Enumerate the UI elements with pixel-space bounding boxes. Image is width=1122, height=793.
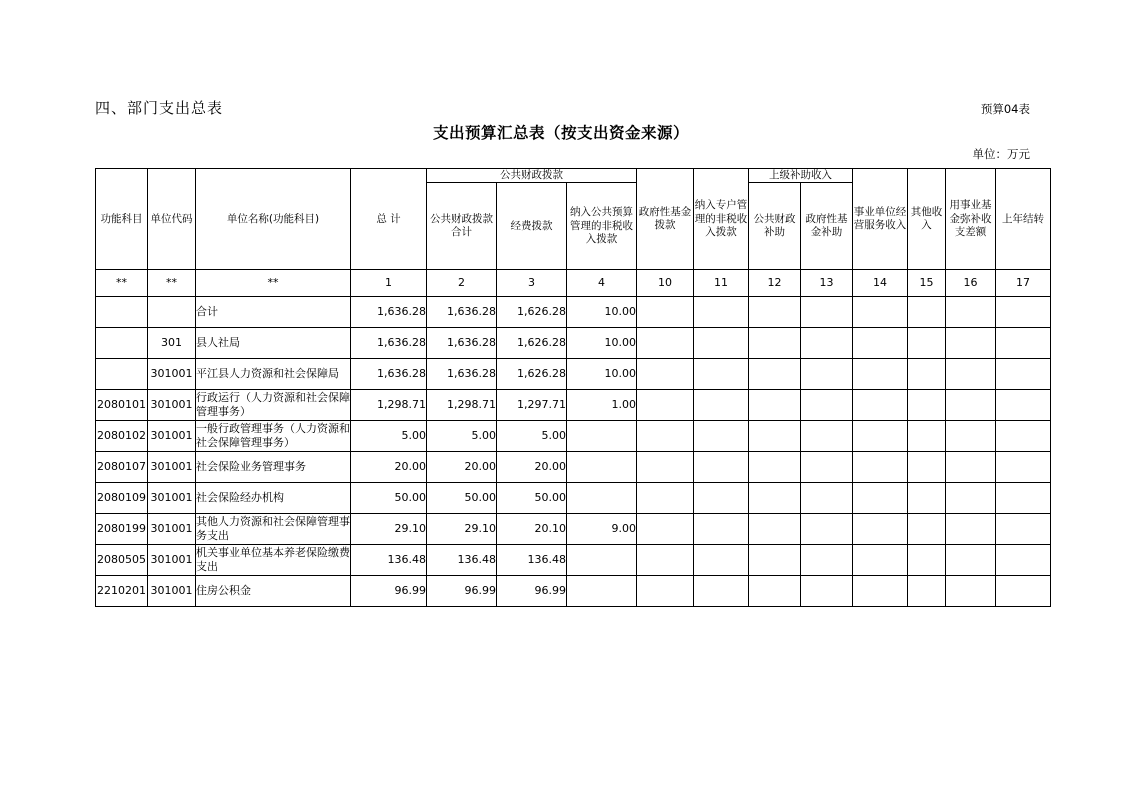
cell-institution-operating-income xyxy=(853,390,908,421)
header-fund-offset: 用事业基金弥补收支差额 xyxy=(946,169,996,270)
cell-public-finance-total: 96.99 xyxy=(427,576,497,607)
cell-function-code: 2080107 xyxy=(96,452,148,483)
cell-total: 1,636.28 xyxy=(351,297,427,328)
table-row xyxy=(96,483,1051,514)
cell-public-finance-total: 136.48 xyxy=(427,545,497,576)
cell-non-tax-income: 10.00 xyxy=(567,328,637,359)
cell-other-income xyxy=(908,421,946,452)
form-code-label: 预算04表 xyxy=(980,102,1030,116)
table-body xyxy=(96,297,1051,607)
cell-superior-public-finance xyxy=(749,576,801,607)
cell-institution-operating-income xyxy=(853,328,908,359)
cell-government-fund xyxy=(637,421,694,452)
cell-superior-public-finance xyxy=(749,545,801,576)
cell-unit-name: 平江县人力资源和社会保障局 xyxy=(196,359,351,390)
table-row xyxy=(96,390,1051,421)
cell-unit-code: 301001 xyxy=(148,421,196,452)
cell-other-income xyxy=(908,452,946,483)
cell-public-finance-total: 1,636.28 xyxy=(427,297,497,328)
cell-other-income xyxy=(908,297,946,328)
expenditure-budget-table xyxy=(95,168,1051,607)
colnum-8: 11 xyxy=(694,270,749,297)
cell-unit-code: 301001 xyxy=(148,452,196,483)
cell-function-code: 2210201 xyxy=(96,576,148,607)
cell-government-fund xyxy=(637,390,694,421)
cell-unit-name: 合计 xyxy=(196,297,351,328)
colnum-14: 17 xyxy=(996,270,1051,297)
cell-public-finance-total: 1,298.71 xyxy=(427,390,497,421)
cell-operating-funds: 50.00 xyxy=(497,483,567,514)
cell-operating-funds: 20.10 xyxy=(497,514,567,545)
cell-superior-public-finance xyxy=(749,359,801,390)
cell-superior-gov-fund xyxy=(801,297,853,328)
cell-function-code: 2080505 xyxy=(96,545,148,576)
header-operating-funds: 经费拨款 xyxy=(497,183,567,270)
cell-non-tax-income xyxy=(567,421,637,452)
cell-function-code xyxy=(96,297,148,328)
cell-superior-public-finance xyxy=(749,452,801,483)
header-non-tax-income: 纳入公共预算管理的非税收入拨款 xyxy=(567,183,637,270)
cell-other-income xyxy=(908,514,946,545)
colnum-4: 2 xyxy=(427,270,497,297)
cell-non-tax-income xyxy=(567,483,637,514)
cell-unit-name: 其他人力资源和社会保障管理事务支出 xyxy=(196,514,351,545)
cell-prior-year-carryover xyxy=(996,390,1051,421)
cell-superior-gov-fund xyxy=(801,483,853,514)
table-header-row-1 xyxy=(96,169,1051,183)
cell-special-account-non-tax xyxy=(694,359,749,390)
cell-unit-code: 301 xyxy=(148,328,196,359)
cell-government-fund xyxy=(637,328,694,359)
cell-other-income xyxy=(908,545,946,576)
cell-total: 136.48 xyxy=(351,545,427,576)
header-unit-code: 单位代码 xyxy=(148,169,196,270)
cell-prior-year-carryover xyxy=(996,483,1051,514)
table-row xyxy=(96,421,1051,452)
table-row xyxy=(96,297,1051,328)
cell-operating-funds: 1,626.28 xyxy=(497,297,567,328)
cell-total: 20.00 xyxy=(351,452,427,483)
cell-unit-code: 301001 xyxy=(148,545,196,576)
cell-government-fund xyxy=(637,576,694,607)
cell-special-account-non-tax xyxy=(694,576,749,607)
cell-total: 96.99 xyxy=(351,576,427,607)
cell-operating-funds: 5.00 xyxy=(497,421,567,452)
cell-superior-gov-fund xyxy=(801,359,853,390)
cell-public-finance-total: 1,636.28 xyxy=(427,359,497,390)
cell-superior-gov-fund xyxy=(801,390,853,421)
page-title: 支出预算汇总表（按支出资金来源） xyxy=(432,124,689,142)
section-title: 四、部门支出总表 xyxy=(95,99,224,117)
cell-superior-public-finance xyxy=(749,297,801,328)
cell-unit-name: 住房公积金 xyxy=(196,576,351,607)
cell-unit-code: 301001 xyxy=(148,514,196,545)
colnum-10: 13 xyxy=(801,270,853,297)
cell-fund-offset xyxy=(946,390,996,421)
cell-non-tax-income xyxy=(567,545,637,576)
cell-operating-funds: 136.48 xyxy=(497,545,567,576)
header-function-code: 功能科目 xyxy=(96,169,148,270)
cell-fund-offset xyxy=(946,545,996,576)
cell-public-finance-total: 50.00 xyxy=(427,483,497,514)
colnum-2: ** xyxy=(196,270,351,297)
cell-total: 1,636.28 xyxy=(351,328,427,359)
header-public-finance-total: 公共财政拨款合计 xyxy=(427,183,497,270)
cell-superior-gov-fund xyxy=(801,545,853,576)
cell-superior-public-finance xyxy=(749,328,801,359)
cell-fund-offset xyxy=(946,576,996,607)
cell-fund-offset xyxy=(946,514,996,545)
cell-non-tax-income xyxy=(567,576,637,607)
header-superior-public-finance: 公共财政补助 xyxy=(749,183,801,270)
header-superior-subsidy-group: 上级补助收入 xyxy=(749,169,853,183)
table-row xyxy=(96,545,1051,576)
cell-unit-code: 301001 xyxy=(148,359,196,390)
cell-prior-year-carryover xyxy=(996,514,1051,545)
cell-special-account-non-tax xyxy=(694,452,749,483)
cell-public-finance-total: 5.00 xyxy=(427,421,497,452)
cell-institution-operating-income xyxy=(853,359,908,390)
cell-unit-code: 301001 xyxy=(148,390,196,421)
cell-institution-operating-income xyxy=(853,545,908,576)
cell-unit-name: 行政运行（人力资源和社会保障管理事务） xyxy=(196,390,351,421)
cell-special-account-non-tax xyxy=(694,545,749,576)
header-special-account-non-tax: 纳入专户管理的非税收入拨款 xyxy=(694,169,749,270)
cell-operating-funds: 20.00 xyxy=(497,452,567,483)
cell-function-code: 2080102 xyxy=(96,421,148,452)
cell-non-tax-income: 9.00 xyxy=(567,514,637,545)
cell-superior-gov-fund xyxy=(801,452,853,483)
table-row xyxy=(96,328,1051,359)
cell-government-fund xyxy=(637,483,694,514)
colnum-5: 3 xyxy=(497,270,567,297)
cell-fund-offset xyxy=(946,328,996,359)
cell-total: 50.00 xyxy=(351,483,427,514)
cell-fund-offset xyxy=(946,359,996,390)
cell-non-tax-income: 1.00 xyxy=(567,390,637,421)
cell-unit-name: 社会保险业务管理事务 xyxy=(196,452,351,483)
cell-government-fund xyxy=(637,545,694,576)
cell-total: 29.10 xyxy=(351,514,427,545)
cell-prior-year-carryover xyxy=(996,421,1051,452)
cell-public-finance-total: 1,636.28 xyxy=(427,328,497,359)
colnum-1: ** xyxy=(148,270,196,297)
cell-special-account-non-tax xyxy=(694,390,749,421)
cell-function-code: 2080109 xyxy=(96,483,148,514)
cell-non-tax-income: 10.00 xyxy=(567,359,637,390)
cell-unit-code xyxy=(148,297,196,328)
cell-superior-gov-fund xyxy=(801,514,853,545)
header-other-income: 其他收入 xyxy=(908,169,946,270)
table-row xyxy=(96,359,1051,390)
table-row xyxy=(96,576,1051,607)
colnum-3: 1 xyxy=(351,270,427,297)
colnum-7: 10 xyxy=(637,270,694,297)
colnum-12: 15 xyxy=(908,270,946,297)
cell-government-fund xyxy=(637,297,694,328)
cell-unit-name: 一般行政管理事务（人力资源和社会保障管理事务） xyxy=(196,421,351,452)
cell-operating-funds: 1,626.28 xyxy=(497,328,567,359)
cell-superior-gov-fund xyxy=(801,328,853,359)
cell-fund-offset xyxy=(946,297,996,328)
cell-other-income xyxy=(908,390,946,421)
cell-total: 1,636.28 xyxy=(351,359,427,390)
cell-total: 1,298.71 xyxy=(351,390,427,421)
cell-superior-public-finance xyxy=(749,483,801,514)
cell-operating-funds: 96.99 xyxy=(497,576,567,607)
cell-operating-funds: 1,626.28 xyxy=(497,359,567,390)
cell-prior-year-carryover xyxy=(996,297,1051,328)
cell-unit-code: 301001 xyxy=(148,483,196,514)
cell-function-code xyxy=(96,328,148,359)
cell-superior-gov-fund xyxy=(801,576,853,607)
cell-unit-name: 机关事业单位基本养老保险缴费支出 xyxy=(196,545,351,576)
cell-institution-operating-income xyxy=(853,297,908,328)
cell-institution-operating-income xyxy=(853,452,908,483)
cell-fund-offset xyxy=(946,421,996,452)
colnum-13: 16 xyxy=(946,270,996,297)
cell-other-income xyxy=(908,483,946,514)
cell-superior-public-finance xyxy=(749,421,801,452)
cell-institution-operating-income xyxy=(853,421,908,452)
cell-other-income xyxy=(908,359,946,390)
unit-note: 单位：万元 xyxy=(972,147,1030,161)
cell-fund-offset xyxy=(946,483,996,514)
cell-public-finance-total: 20.00 xyxy=(427,452,497,483)
header-total: 总 计 xyxy=(351,169,427,270)
document-header xyxy=(95,97,1030,118)
header-public-finance-group: 公共财政拨款 xyxy=(427,169,637,183)
cell-institution-operating-income xyxy=(853,483,908,514)
cell-other-income xyxy=(908,576,946,607)
cell-institution-operating-income xyxy=(853,576,908,607)
header-institution-operating-income: 事业单位经营服务收入 xyxy=(853,169,908,270)
cell-non-tax-income xyxy=(567,452,637,483)
cell-special-account-non-tax xyxy=(694,421,749,452)
cell-function-code xyxy=(96,359,148,390)
cell-special-account-non-tax xyxy=(694,514,749,545)
cell-public-finance-total: 29.10 xyxy=(427,514,497,545)
cell-unit-code: 301001 xyxy=(148,576,196,607)
cell-prior-year-carryover xyxy=(996,545,1051,576)
cell-prior-year-carryover xyxy=(996,452,1051,483)
cell-special-account-non-tax xyxy=(694,297,749,328)
cell-special-account-non-tax xyxy=(694,483,749,514)
colnum-0: ** xyxy=(96,270,148,297)
cell-fund-offset xyxy=(946,452,996,483)
header-prior-year-carryover: 上年结转 xyxy=(996,169,1051,270)
header-government-fund: 政府性基金拨款 xyxy=(637,169,694,270)
cell-government-fund xyxy=(637,452,694,483)
cell-unit-name: 社会保险经办机构 xyxy=(196,483,351,514)
cell-prior-year-carryover xyxy=(996,576,1051,607)
colnum-11: 14 xyxy=(853,270,908,297)
header-superior-gov-fund: 政府性基金补助 xyxy=(801,183,853,270)
cell-prior-year-carryover xyxy=(996,328,1051,359)
table-column-number-row xyxy=(96,270,1051,297)
cell-operating-funds: 1,297.71 xyxy=(497,390,567,421)
cell-function-code: 2080101 xyxy=(96,390,148,421)
cell-superior-public-finance xyxy=(749,390,801,421)
cell-total: 5.00 xyxy=(351,421,427,452)
cell-special-account-non-tax xyxy=(694,328,749,359)
table-row xyxy=(96,452,1051,483)
cell-non-tax-income: 10.00 xyxy=(567,297,637,328)
colnum-6: 4 xyxy=(567,270,637,297)
cell-government-fund xyxy=(637,359,694,390)
cell-government-fund xyxy=(637,514,694,545)
cell-superior-public-finance xyxy=(749,514,801,545)
cell-institution-operating-income xyxy=(853,514,908,545)
cell-prior-year-carryover xyxy=(996,359,1051,390)
cell-other-income xyxy=(908,328,946,359)
cell-unit-name: 县人社局 xyxy=(196,328,351,359)
table-row xyxy=(96,514,1051,545)
cell-superior-gov-fund xyxy=(801,421,853,452)
colnum-9: 12 xyxy=(749,270,801,297)
cell-function-code: 2080199 xyxy=(96,514,148,545)
header-unit-name: 单位名称(功能科目) xyxy=(196,169,351,270)
